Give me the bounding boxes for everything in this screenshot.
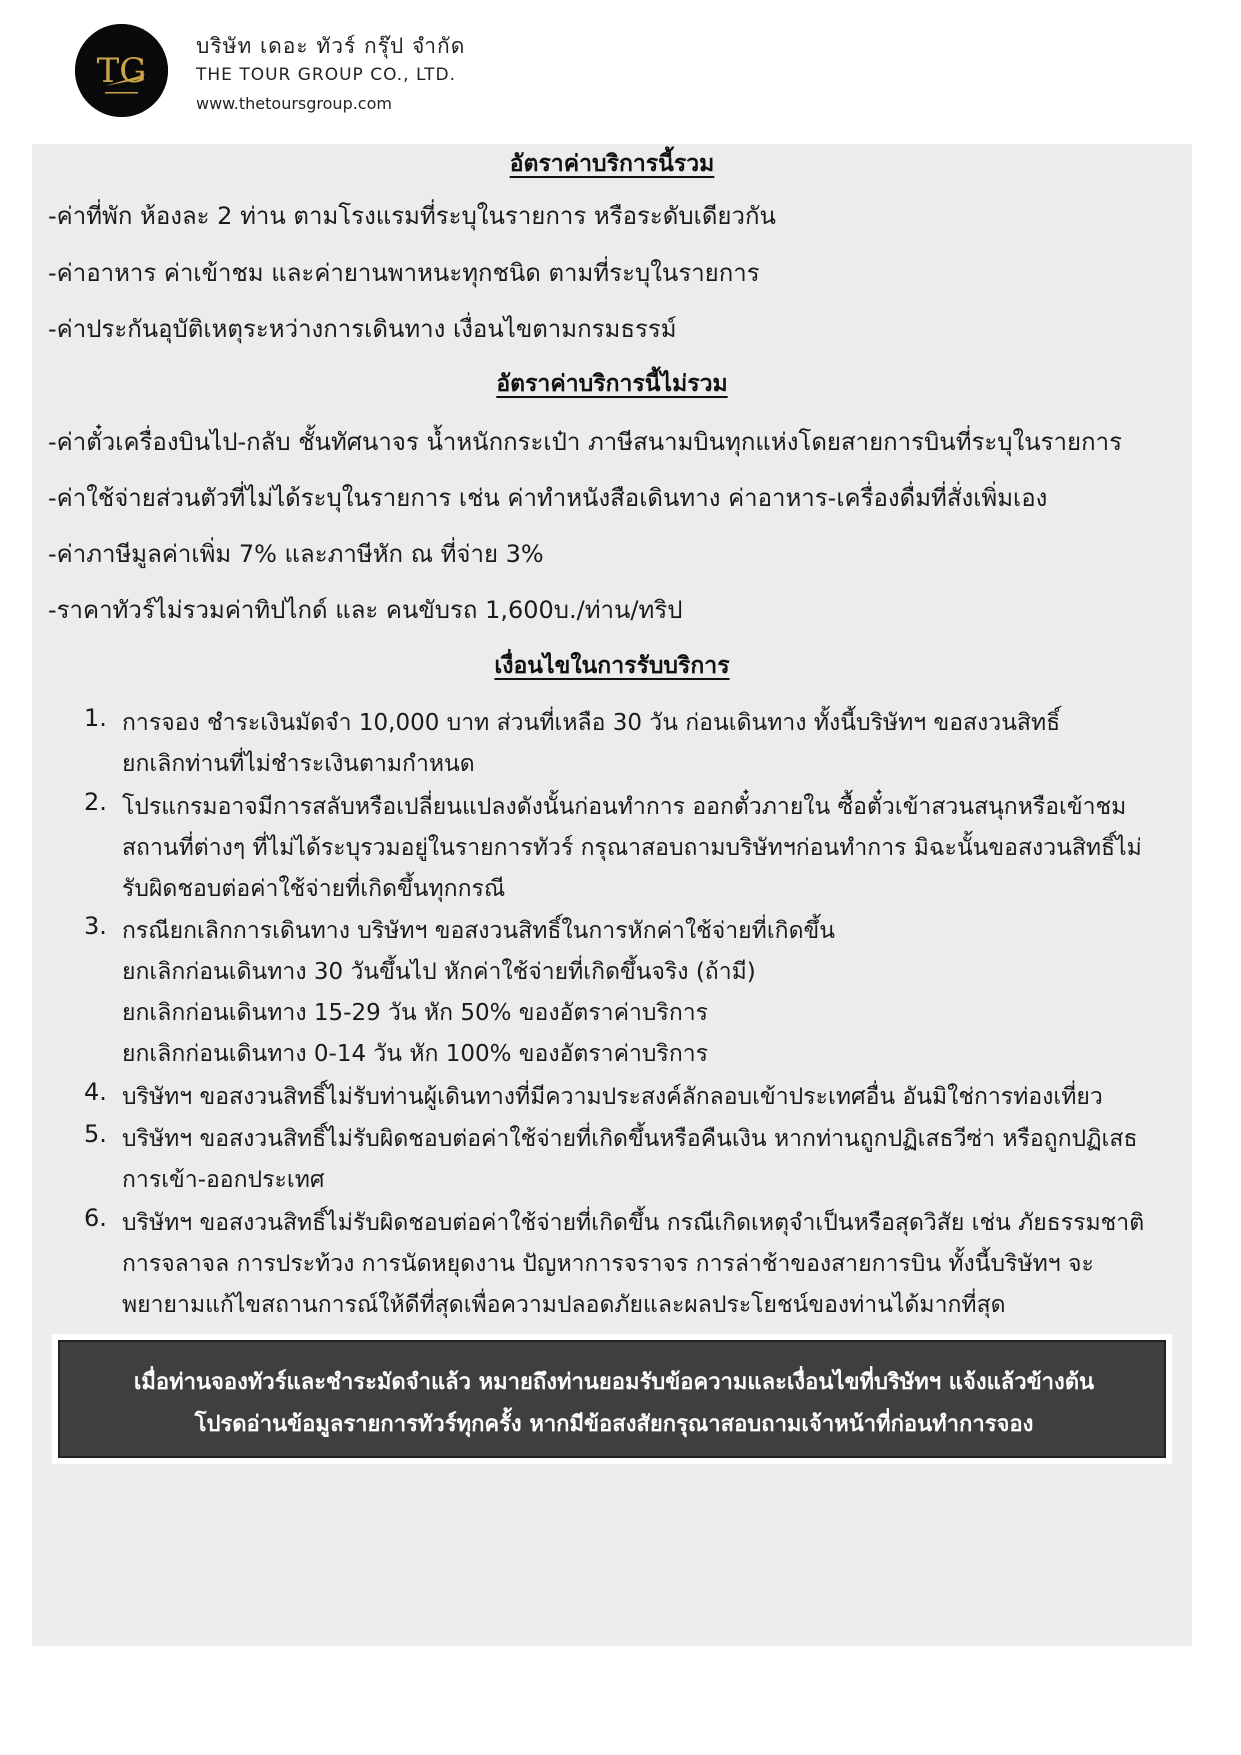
condition-line: การจลาจล การประท้วง การนัดหยุดงาน ปัญหาการจราจร การล่าช้าของสายการบิน ทั้งนี้บริษัทฯ จะ bbox=[122, 1251, 1094, 1277]
condition-line: ยกเลิกท่านที่ไม่ชำระเงินตามกำหนด bbox=[122, 751, 475, 777]
notice-box bbox=[52, 1334, 1172, 1464]
condition-number: 2. bbox=[84, 788, 107, 816]
condition-line: บริษัทฯ ขอสงวนสิทธิ์ไม่รับผิดชอบต่อค่าใช้จ่ายที่เกิดขึ้น กรณีเกิดเหตุจำเป็นหรือสุดวิสัย เช่น ภัยธรรมชาติ bbox=[122, 1210, 1145, 1236]
condition-number: 3. bbox=[84, 912, 107, 940]
included-item: -ค่าที่พัก ห้องละ 2 ท่าน ตามโรงแรมที่ระบุในรายการ หรือระดับเดียวกัน bbox=[48, 202, 776, 230]
company-website: www.thetoursgroup.com bbox=[196, 94, 392, 113]
company-name-thai: บริษัท เดอะ ทัวร์ กรุ๊ป จำกัด bbox=[196, 34, 466, 58]
condition-line: โปรแกรมอาจมีการสลับหรือเปลี่ยนแปลงดังนั้นก่อนทำการ ออกตั๋วภายใน ซื้อตั๋วเข้าสวนสนุกหรือเข้าชม bbox=[122, 794, 1127, 820]
condition-line: ยกเลิกก่อนเดินทาง 15-29 วัน หัก 50% ของอัตราค่าบริการ bbox=[122, 1000, 709, 1026]
included-item: -ค่าประกันอุบัติเหตุระหว่างการเดินทาง เงื่อนไขตามกรมธรรม์ bbox=[48, 315, 677, 343]
condition-number: 5. bbox=[84, 1120, 107, 1148]
condition-line: การจอง ชำระเงินมัดจำ 10,000 บาท ส่วนที่เหลือ 30 วัน ก่อนเดินทาง ทั้งนี้บริษัทฯ ขอสงวนสิทธิ์ bbox=[122, 710, 1061, 736]
content-panel bbox=[32, 144, 1192, 1646]
excluded-item: -ราคาทัวร์ไม่รวมค่าทิปไกด์ และ คนขับรถ 1,600บ./ท่าน/ทริป bbox=[48, 596, 683, 624]
excluded-item: -ค่าภาษีมูลค่าเพิ่ม 7% และภาษีหัก ณ ที่จ่าย 3% bbox=[48, 540, 544, 568]
condition-line: พยายามแก้ไขสถานการณ์ให้ดีที่สุดเพื่อความปลอดภัยและผลประโยชน์ของท่านได้มากที่สุด bbox=[122, 1292, 1006, 1318]
condition-line: การเข้า-ออกประเทศ bbox=[122, 1167, 325, 1193]
included-heading: อัตราค่าบริการนี้รวม bbox=[509, 151, 715, 177]
letterhead bbox=[75, 24, 675, 124]
condition-line: รับผิดชอบต่อค่าใช้จ่ายที่เกิดขึ้นทุกกรณี bbox=[122, 876, 506, 902]
tg-monogram-icon bbox=[75, 24, 168, 117]
condition-number: 1. bbox=[84, 704, 107, 732]
notice-banner bbox=[58, 1340, 1166, 1458]
excluded-item: -ค่าตั๋วเครื่องบินไป-กลับ ชั้นทัศนาจร น้ำหนักกระเป๋า ภาษีสนามบินทุกแห่งโดยสายการบินที่ระบุในรายการ bbox=[48, 428, 1122, 456]
notice-line-2: โปรดอ่านข้อมูลรายการทัวร์ทุกครั้ง หากมีข้อสงสัยกรุณาสอบถามเจ้าหน้าที่ก่อนทำการจอง bbox=[194, 1412, 1034, 1437]
condition-line: บริษัทฯ ขอสงวนสิทธิ์ไม่รับผิดชอบต่อค่าใช้จ่ายที่เกิดขึ้นหรือคืนเงิน หากท่านถูกปฏิเสธวีซ่า หรือถูกปฏิเสธ bbox=[122, 1126, 1138, 1152]
condition-number: 4. bbox=[84, 1078, 107, 1106]
condition-line: บริษัทฯ ขอสงวนสิทธิ์ไม่รับท่านผู้เดินทางที่มีความประสงค์ลักลอบเข้าประเทศอื่น อันมิใช่การท่องเที่ยว bbox=[122, 1084, 1103, 1110]
condition-line: ยกเลิกก่อนเดินทาง 30 วันขึ้นไป หักค่าใช้จ่ายที่เกิดขึ้นจริง (ถ้ามี) bbox=[122, 959, 756, 985]
excluded-heading: อัตราค่าบริการนี้ไม่รวม bbox=[496, 371, 728, 397]
notice-line-1: เมื่อท่านจองทัวร์และชำระมัดจำแล้ว หมายถึงท่านยอมรับข้อความและเงื่อนไขที่บริษัทฯ แจ้งแล้วข้างต้น bbox=[133, 1370, 1095, 1395]
company-name-english: THE TOUR GROUP CO., LTD. bbox=[196, 65, 456, 85]
condition-line: กรณียกเลิกการเดินทาง บริษัทฯ ขอสงวนสิทธิ์ในการหักค่าใช้จ่ายที่เกิดขึ้น bbox=[122, 918, 835, 944]
condition-line: สถานที่ต่างๆ ที่ไม่ได้ระบุรวมอยู่ในรายการทัวร์ กรุณาสอบถามบริษัทฯก่อนทำการ มิฉะนั้นขอสงวนสิทธิ์ไม่ bbox=[122, 835, 1142, 861]
condition-number: 6. bbox=[84, 1204, 107, 1232]
conditions-heading: เงื่อนไขในการรับบริการ bbox=[494, 653, 730, 679]
logo-text: TG bbox=[96, 51, 147, 91]
condition-line: ยกเลิกก่อนเดินทาง 0-14 วัน หัก 100% ของอัตราค่าบริการ bbox=[122, 1041, 709, 1067]
included-item: -ค่าอาหาร ค่าเข้าชม และค่ายานพาหนะทุกชนิด ตามที่ระบุในรายการ bbox=[48, 259, 760, 287]
excluded-item: -ค่าใช้จ่ายส่วนตัวที่ไม่ได้ระบุในรายการ เช่น ค่าทำหนังสือเดินทาง ค่าอาหาร-เครื่องดื่มที่สั่งเพิ่มเอง bbox=[48, 484, 1048, 512]
company-info bbox=[196, 32, 465, 118]
company-logo bbox=[75, 24, 168, 117]
